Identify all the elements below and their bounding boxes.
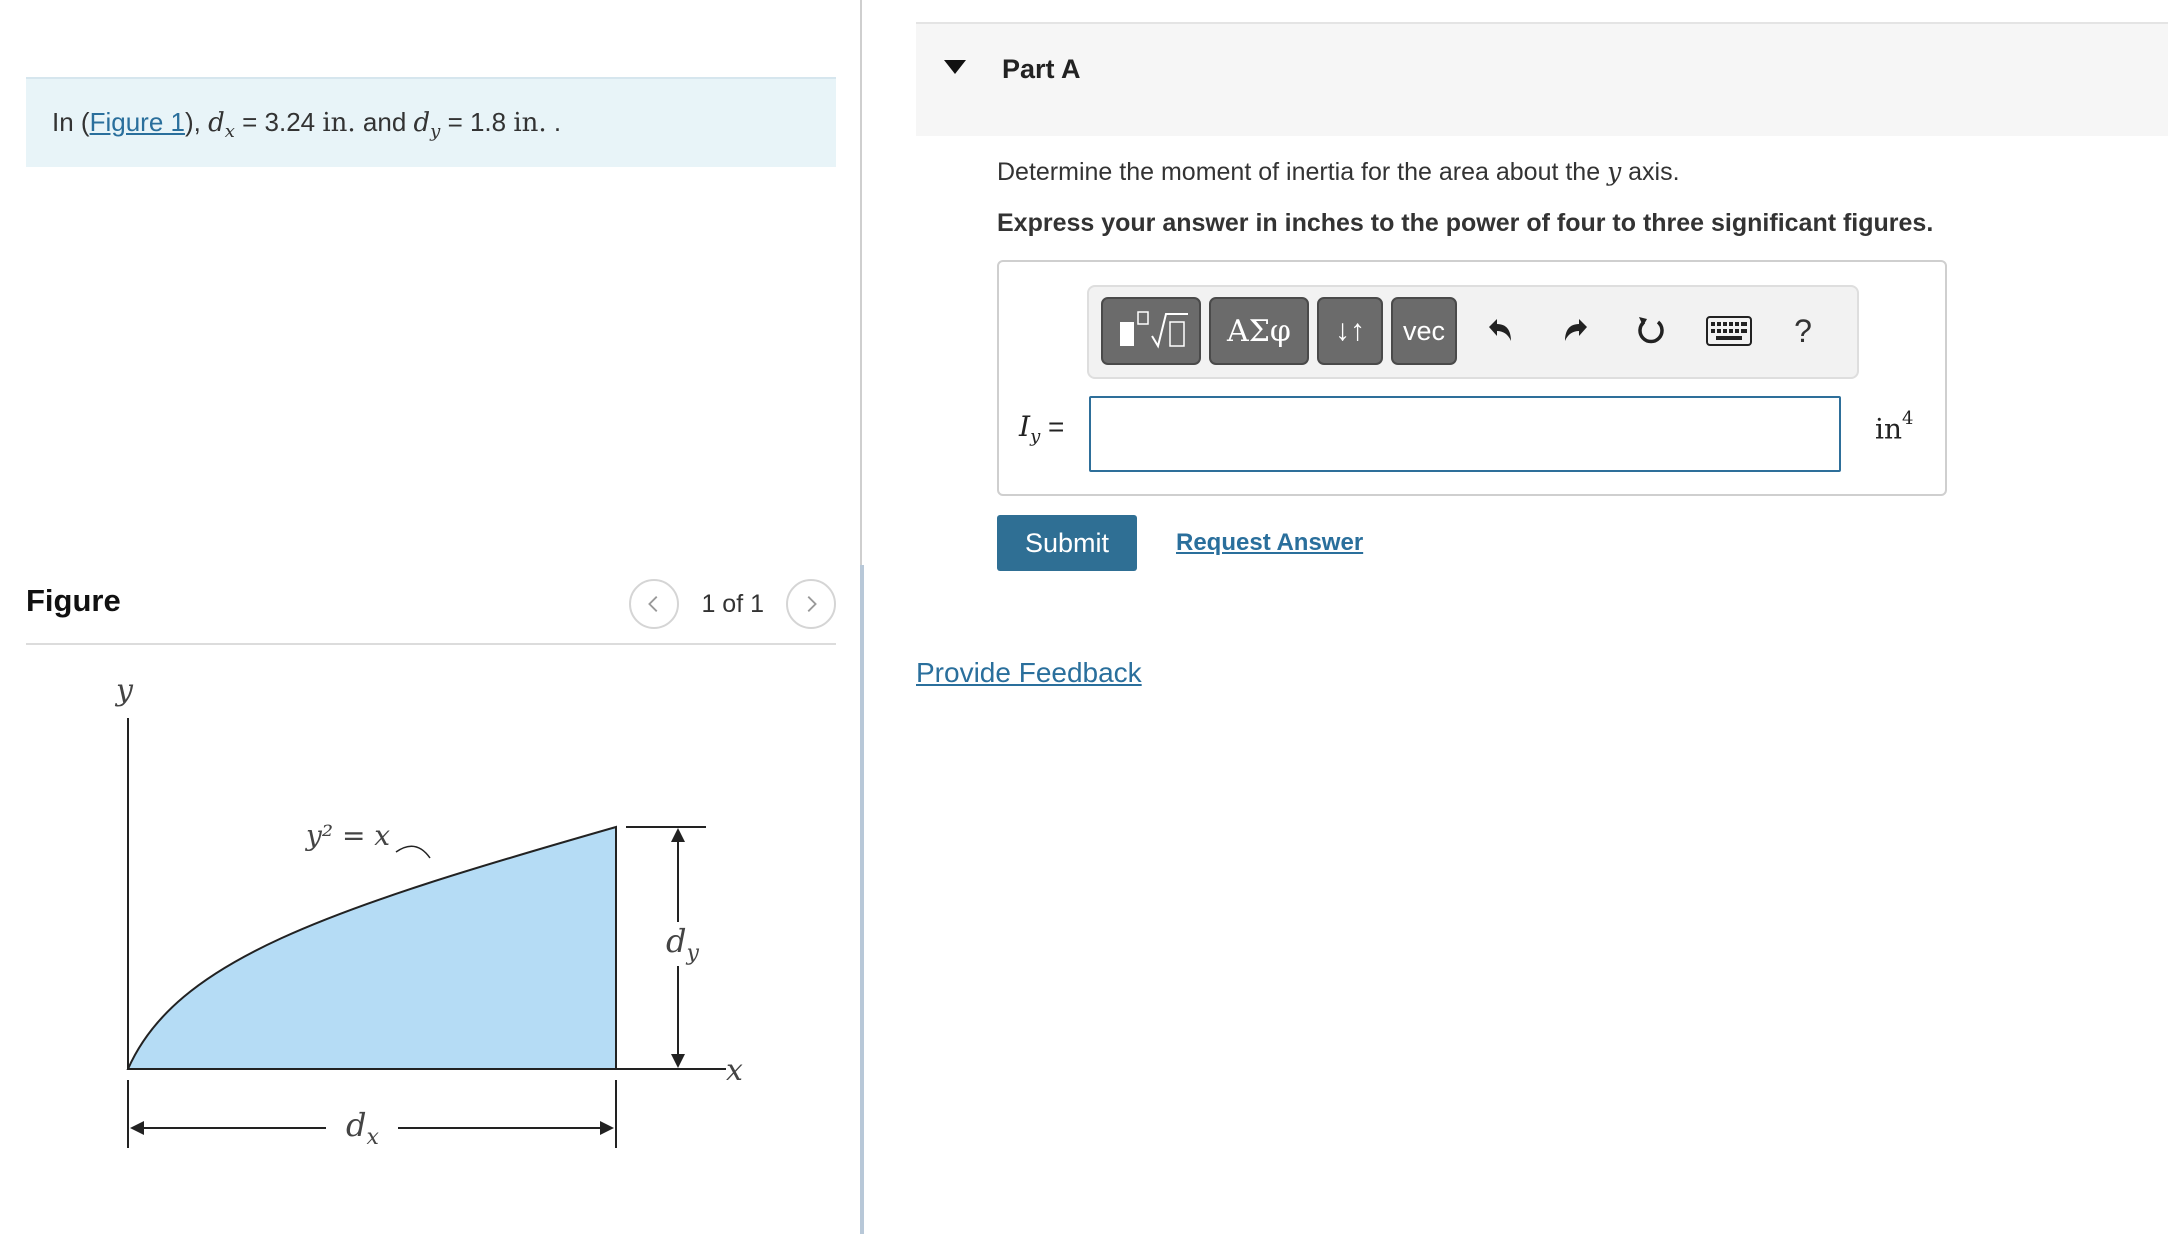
answer-label xyxy=(1019,410,1065,447)
redo-button[interactable] xyxy=(1553,307,1601,355)
previous-figure-button[interactable] xyxy=(629,579,679,629)
dy-arrow-top xyxy=(671,828,685,842)
answer-sub: y xyxy=(1030,426,1041,447)
dx-arrow-left xyxy=(130,1121,144,1135)
caret-down-icon[interactable] xyxy=(944,60,966,74)
answer-box xyxy=(997,260,1947,496)
dx-sub: x xyxy=(224,121,235,142)
redo-icon xyxy=(1559,313,1595,349)
dx-value: = 3.24 xyxy=(234,107,323,137)
x-axis-label: x xyxy=(726,1053,743,1088)
figure-diagram xyxy=(26,660,836,1160)
next-figure-button[interactable] xyxy=(786,579,836,629)
dy-value: = 1.8 xyxy=(440,107,514,137)
undo-icon xyxy=(1481,313,1517,349)
dx-unit: in. xyxy=(322,108,356,138)
panel-divider-accent xyxy=(860,565,864,1234)
intro-prefix: In ( xyxy=(52,107,90,137)
dy-symbol: d xyxy=(413,108,431,138)
intro-ending: . xyxy=(546,107,562,137)
templates-icon xyxy=(1112,308,1190,354)
provide-feedback-link[interactable]: Provide Feedback xyxy=(916,657,1142,688)
shaded-area xyxy=(128,827,616,1069)
answer-unit xyxy=(1875,408,1914,446)
vec-button[interactable]: vec xyxy=(1391,297,1457,365)
figure-title: Figure xyxy=(26,583,121,618)
question-variable: y xyxy=(1607,157,1622,186)
unit-text: in xyxy=(1875,412,1902,446)
dx-arrow-right xyxy=(600,1121,614,1135)
dy-arrow-bottom xyxy=(671,1054,685,1068)
arrows-button[interactable]: ↓↑ xyxy=(1317,297,1383,365)
figure-link[interactable]: Figure 1 xyxy=(89,107,185,137)
answer-equals: = xyxy=(1040,411,1065,442)
reset-button[interactable] xyxy=(1627,307,1675,355)
help-icon[interactable]: ? xyxy=(1794,312,1812,349)
greek-symbols-button[interactable]: ΑΣφ xyxy=(1209,297,1309,365)
answer-symbol: I xyxy=(1019,410,1031,443)
chevron-right-icon xyxy=(800,593,822,615)
part-title: Part A xyxy=(1002,54,1081,84)
math-toolbar xyxy=(1087,285,1859,379)
answer-instruction: Express your answer in inches to the power of four to three significant figures. xyxy=(997,209,1934,237)
figure-header xyxy=(26,575,836,645)
question-suffix: axis. xyxy=(1621,158,1680,186)
problem-text xyxy=(52,107,562,142)
unit-power: 4 xyxy=(1902,408,1914,429)
submit-button[interactable]: Submit xyxy=(997,515,1137,571)
part-a-header[interactable] xyxy=(916,22,2168,136)
keyboard-button[interactable] xyxy=(1699,307,1759,355)
request-answer-link[interactable]: Request Answer xyxy=(1176,529,1364,556)
chevron-left-icon xyxy=(643,593,665,615)
question-prefix: Determine the moment of inertia for the area about the xyxy=(997,158,1608,186)
keyboard-icon xyxy=(1706,316,1752,346)
reset-icon xyxy=(1633,313,1669,349)
problem-statement xyxy=(26,77,836,167)
dx-symbol: d xyxy=(208,108,225,138)
curve-leader xyxy=(396,846,430,858)
templates-button[interactable] xyxy=(1101,297,1201,365)
undo-button[interactable] xyxy=(1475,307,1523,355)
question-text xyxy=(997,157,1680,187)
dy-unit: in. xyxy=(513,108,547,138)
y-axis-label: y xyxy=(116,673,133,708)
intro-sep: ), xyxy=(184,107,209,137)
pager-count: 1 of 1 xyxy=(701,589,764,618)
dy-label: $d_y$ xyxy=(666,922,699,966)
left-panel xyxy=(0,0,862,1234)
intro-and: and xyxy=(355,107,414,137)
figure-pager xyxy=(629,579,836,629)
answer-input[interactable] xyxy=(1089,396,1841,472)
dx-label: $d_x$ xyxy=(346,1106,379,1150)
dy-sub: y xyxy=(430,121,441,142)
curve-label: y² = x xyxy=(306,819,391,852)
